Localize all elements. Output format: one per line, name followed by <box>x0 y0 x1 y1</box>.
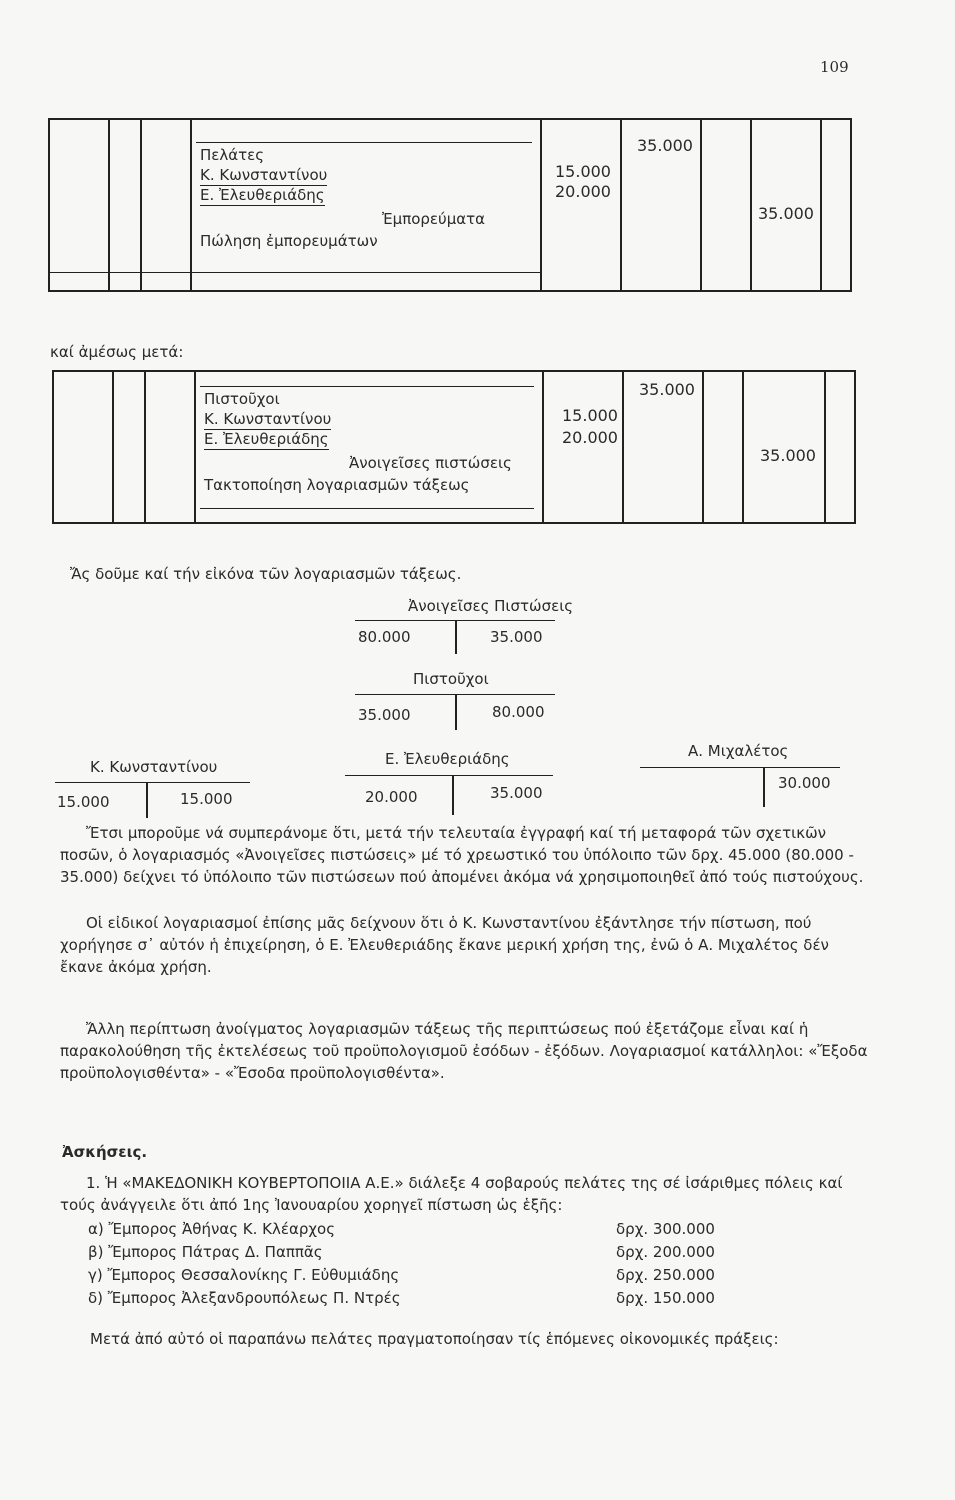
paragraph-1: Ἔτσι μποροῦμε νά συμπεράνομε ὅτι, μετά τήν τελευταία ἐγγραφή καί τή μεταφορά τῶν σχετικῶν ποσῶν, ὁ λογαριασμός «Ἀνοιγεῖσες πιστώσεις» μέ τό χρεωστικό του ὑπόλοιπο τῶν δρχ. 45.000 (80.000 - 35.000) δείχνει τό ὑπόλοιπο τῶν πιστώσεων πού ἀπομένει ἀκόμα νά χρησιμοποιηθεῖ ἀπό τούς πιστούχους. <box>60 824 864 886</box>
t-account-title: Ε. Ἐλευθεριάδης <box>385 750 510 768</box>
exercise-list <box>88 1220 748 1312</box>
journal2-credit-total: 35.000 <box>760 446 816 465</box>
item-amount: δρχ. 300.000 <box>616 1220 715 1238</box>
page-number: 109 <box>820 58 849 76</box>
connector-text: καί ἀμέσως μετά: <box>50 343 184 361</box>
journal1-account1: Πελάτες <box>200 146 265 164</box>
t-account-title: Πιστοῦχοι <box>413 670 489 688</box>
journal2-narration: Τακτοποίηση λογαριασμῶν τάξεως <box>204 476 470 494</box>
t-account-debit: 20.000 <box>365 788 418 806</box>
item-amount: δρχ. 250.000 <box>616 1266 715 1284</box>
journal2-amount1: 15.000 <box>562 406 618 425</box>
t-account-credit: 30.000 <box>778 774 831 792</box>
t-account-credit: 35.000 <box>490 628 543 646</box>
paragraph-2: Οἱ εἰδικοί λογαριασμοί ἐπίσης μᾶς δείχνουν ὅτι ὁ Κ. Κωνσταντίνου ἐξάντλησε τήν πίστωση, πού χορήγησε σ᾿ αὐτόν ἡ ἐπιχείρηση, ὁ Ε. Ἐλευθεριάδης ἔκανε μερική χρήση της, ἐνῶ ὁ Α. Μιχαλέτος δέν ἔκανε ἀκόμα χρήση. <box>60 914 829 976</box>
list-item <box>88 1220 748 1243</box>
item-amount: δρχ. 150.000 <box>616 1289 715 1307</box>
t-account-debit: 15.000 <box>57 793 110 811</box>
journal2-line2: Ε. Ἐλευθεριάδης <box>204 430 329 448</box>
t-account-debit: 80.000 <box>358 628 411 646</box>
journal1-line1: Κ. Κωνσταντίνου <box>200 166 328 184</box>
journal1-line2: Ε. Ἐλευθεριάδης <box>200 186 325 204</box>
t-account-credit: 80.000 <box>492 703 545 721</box>
list-item <box>88 1266 748 1289</box>
journal2-line1: Κ. Κωνσταντίνου <box>204 410 332 428</box>
exercise-closing: Μετά ἀπό αὐτό οἱ παραπάνω πελάτες πραγματοποίησαν τίς ἑπόμενες οἰκονομικές πράξεις: <box>90 1330 779 1348</box>
journal2-debit-total: 35.000 <box>639 380 695 399</box>
item-label: δ) Ἔμπορος Ἀλεξανδρουπόλεως Π. Ντρές <box>88 1289 401 1307</box>
t-account-title: Κ. Κωνσταντίνου <box>90 758 218 776</box>
exercise-1-intro: 1. Ἡ «ΜΑΚΕΔΟΝΙΚΗ ΚΟΥΒΕΡΤΟΠΟΙΙΑ Α.Ε.» διάλεξε 4 σοβαρούς πελάτες της σέ ἰσάριθμες πόλεις καί τούς ἀνάγγειλε ὅτι ἀπό 1ης Ἰανουαρίου χορηγεῖ πίστωση ὡς ἑξῆς: <box>60 1174 843 1214</box>
intro-text: Ἄς δοῦμε καί τήν εἰκόνα τῶν λογαριασμῶν τάξεως. <box>70 565 462 583</box>
journal1-debit-total: 35.000 <box>637 136 693 155</box>
journal1-amount1: 15.000 <box>555 162 611 181</box>
item-label: α) Ἔμπορος Ἀθήνας Κ. Κλέαρχος <box>88 1220 336 1238</box>
paragraph-3: Ἄλλη περίπτωση ἀνοίγματος λογαριασμῶν τάξεως τῆς περιπτώσεως πού ἐξετάζομε εἶναι καί ἡ παρακολούθηση τῆς ἐκτελέσεως τοῦ προϋπολογισμοῦ ἐσόδων - ἐξόδων. Λογαριασμοί κατάλληλοι: «Ἔξοδα προϋπολογισθέντα» - «Ἔσοδα προϋπολογισθέντα». <box>60 1020 868 1082</box>
t-account-title: Ἀνοιγεῖσες Πιστώσεις <box>408 597 574 615</box>
list-item <box>88 1243 748 1266</box>
t-account-title: Α. Μιχαλέτος <box>688 742 789 760</box>
t-account-credit: 15.000 <box>180 790 233 808</box>
journal1-amount2: 20.000 <box>555 182 611 201</box>
journal1-narration: Πώληση ἐμπορευμάτων <box>200 232 378 250</box>
item-label: β) Ἔμπορος Πάτρας Δ. Παππᾶς <box>88 1243 323 1261</box>
t-account-debit: 35.000 <box>358 706 411 724</box>
journal2-account2: Ἀνοιγεῖσες πιστώσεις <box>349 454 512 472</box>
item-amount: δρχ. 200.000 <box>616 1243 715 1261</box>
journal1-credit-total: 35.000 <box>758 204 814 223</box>
journal-entry-1 <box>48 118 852 292</box>
journal1-account2: Ἐμπορεύματα <box>382 210 486 228</box>
journal-entry-2 <box>52 370 856 524</box>
item-label: γ) Ἔμπορος Θεσσαλονίκης Γ. Εὐθυμιάδης <box>88 1266 400 1284</box>
t-account-credit: 35.000 <box>490 784 543 802</box>
journal2-account1: Πιστοῦχοι <box>204 390 280 408</box>
list-item <box>88 1289 748 1312</box>
exercises-heading: Ἀσκήσεις. <box>62 1143 148 1161</box>
journal2-amount2: 20.000 <box>562 428 618 447</box>
